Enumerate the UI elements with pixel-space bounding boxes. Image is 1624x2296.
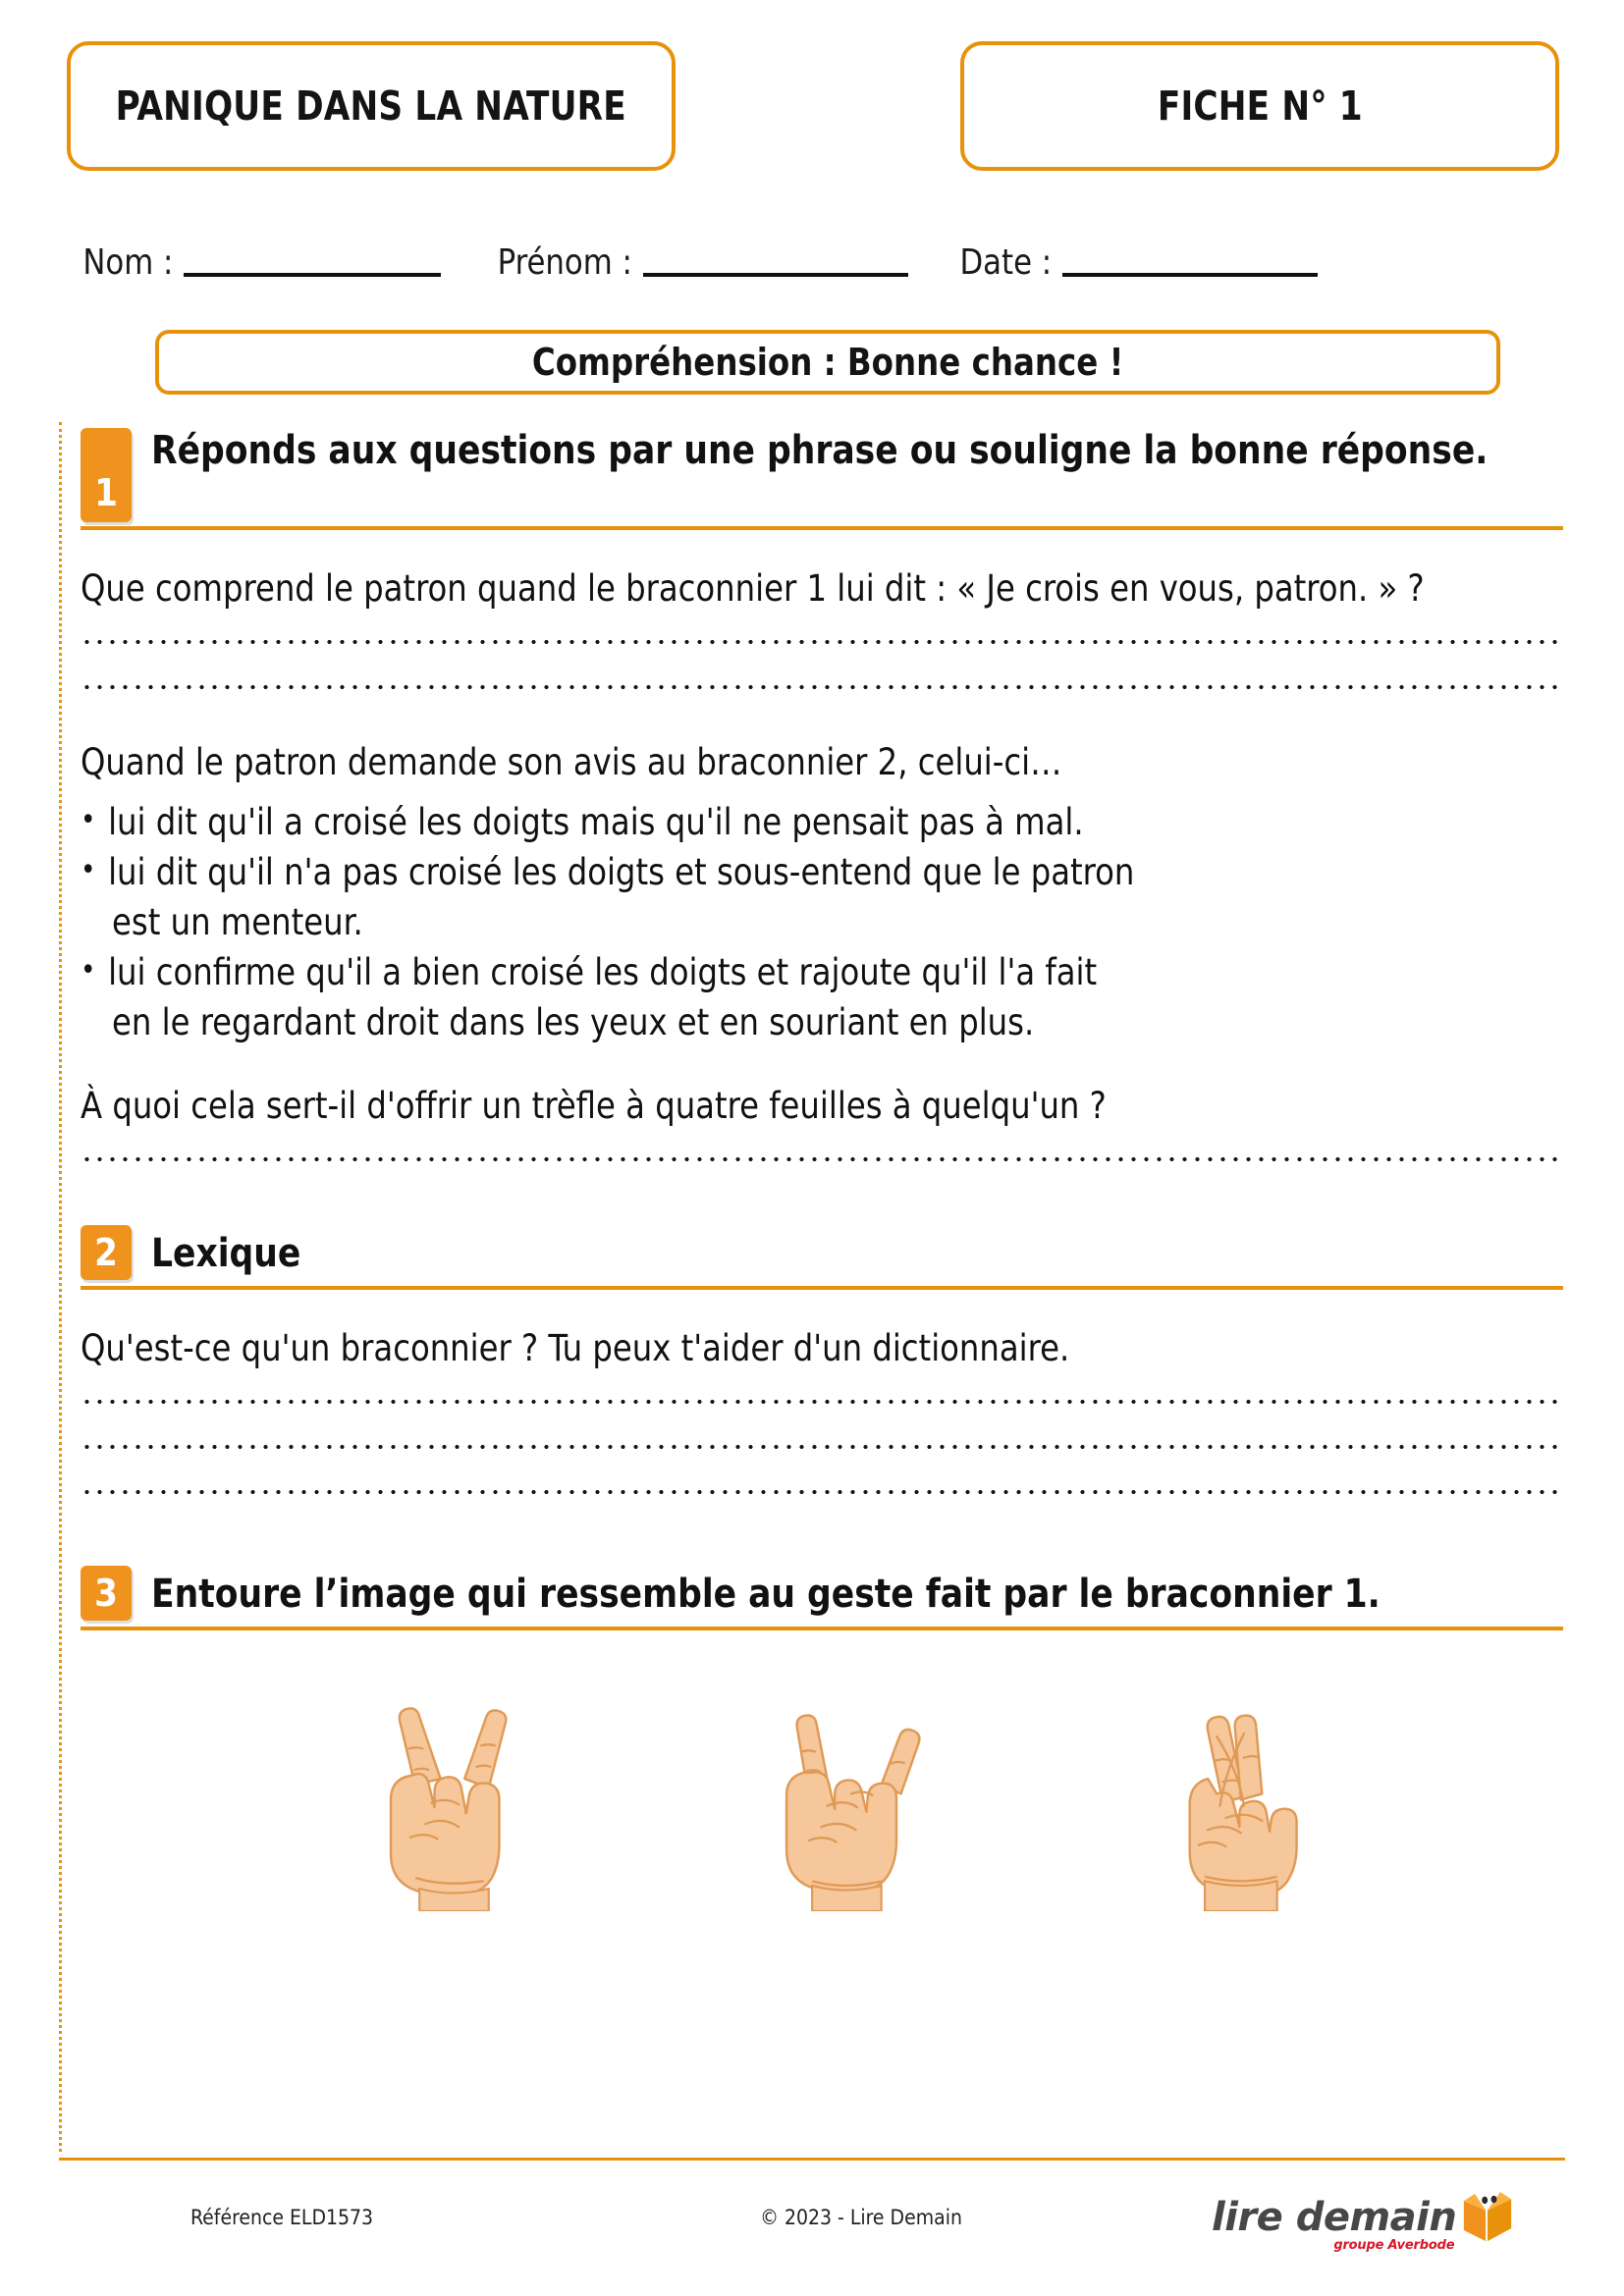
exercise-1 bbox=[81, 428, 1563, 1176]
footer-rule bbox=[59, 2158, 1565, 2161]
answer-line[interactable] bbox=[81, 1131, 1563, 1176]
date-input[interactable] bbox=[1062, 273, 1318, 277]
answer-line[interactable] bbox=[81, 659, 1563, 704]
firstname-input[interactable] bbox=[643, 273, 908, 277]
logo-tagline: groupe Averbode bbox=[1333, 2238, 1455, 2253]
exercise-1-number: 1 bbox=[81, 428, 132, 522]
footer-reference: Référence ELD1573 bbox=[190, 2206, 374, 2229]
choice-text: lui dit qu'il n'a pas croisé les doigts et sous-entend que le patron bbox=[108, 851, 1135, 894]
name-label: Nom : bbox=[82, 242, 174, 283]
exercise-2-title: Lexique bbox=[151, 1231, 301, 1277]
answer-line[interactable] bbox=[81, 1464, 1563, 1509]
exercise-1-rule bbox=[81, 526, 1563, 530]
firstname-label: Prénom : bbox=[497, 242, 632, 283]
choice-text: lui dit qu'il a croisé les doigts mais qu'il ne pensait pas à mal. bbox=[108, 801, 1084, 844]
footer-logo bbox=[1153, 2192, 1565, 2253]
exercise-1-choices bbox=[81, 797, 1563, 1047]
choice-item[interactable] bbox=[81, 797, 1519, 847]
exercise-2-number: 2 bbox=[81, 1225, 132, 1280]
exercise-2-question-1: Qu'est-ce qu'un braconnier ? Tu peux t'aider d'un dictionnaire. bbox=[81, 1327, 1070, 1370]
choice-item[interactable] bbox=[81, 947, 1519, 997]
footer bbox=[59, 2173, 1565, 2262]
choice-text-continued: est un menteur. bbox=[112, 901, 363, 944]
answer-line[interactable] bbox=[81, 1373, 1563, 1418]
name-input[interactable] bbox=[184, 273, 441, 277]
horns-hand-icon[interactable] bbox=[758, 1685, 945, 1911]
name-field[interactable] bbox=[81, 242, 441, 283]
choice-item[interactable] bbox=[81, 847, 1519, 897]
sheet-number: FICHE N° 1 bbox=[1157, 82, 1363, 130]
answer-line[interactable] bbox=[81, 614, 1563, 659]
choice-text-continued: en le regardant droit dans les yeux et en souriant en plus. bbox=[112, 1001, 1035, 1044]
header-row bbox=[67, 41, 1559, 171]
victory-hand-icon[interactable] bbox=[362, 1685, 549, 1911]
exercise-3 bbox=[81, 1566, 1563, 1911]
section-banner bbox=[155, 330, 1500, 395]
date-field[interactable] bbox=[957, 242, 1318, 283]
exercise-1-question-2: Quand le patron demande son avis au braconnier 2, celui-ci… bbox=[81, 741, 1062, 784]
gesture-choices bbox=[81, 1685, 1563, 1911]
open-book-icon bbox=[1460, 2192, 1515, 2243]
crossed-fingers-hand-icon[interactable] bbox=[1154, 1685, 1340, 1911]
exercise-1-header bbox=[81, 428, 1563, 522]
left-margin-guide bbox=[59, 422, 62, 2152]
bullet-dot-icon: • bbox=[81, 953, 96, 988]
exercise-1-question-3: À quoi cela sert-il d'offrir un trèfle à quatre feuilles à quelqu'un ? bbox=[81, 1085, 1107, 1128]
story-title-box bbox=[67, 41, 676, 171]
exercise-3-title: Entoure l’image qui ressemble au geste fait par le braconnier 1. bbox=[151, 1572, 1380, 1618]
answer-line[interactable] bbox=[81, 1418, 1563, 1464]
exercise-3-rule bbox=[81, 1627, 1563, 1630]
logo-wordmark: lire demain bbox=[1212, 2195, 1457, 2240]
exercise-1-question-1: Que comprend le patron quand le braconnier 1 lui dit : « Je crois en vous, patron. » ? bbox=[81, 567, 1425, 610]
identity-row bbox=[81, 234, 1563, 281]
exercise-3-number: 3 bbox=[81, 1566, 132, 1621]
section-banner-label: Compréhension : Bonne chance ! bbox=[531, 341, 1124, 384]
footer-copyright: © 2023 - Lire Demain bbox=[760, 2206, 962, 2229]
sheet-number-box bbox=[960, 41, 1559, 171]
bullet-dot-icon: • bbox=[81, 803, 96, 838]
exercise-3-header bbox=[81, 1566, 1563, 1623]
bullet-dot-icon: • bbox=[81, 853, 96, 888]
worksheet-content bbox=[81, 428, 1563, 1911]
exercise-2 bbox=[81, 1225, 1563, 1509]
choice-text: lui confirme qu'il a bien croisé les doigts et rajoute qu'il l'a fait bbox=[108, 951, 1098, 994]
exercise-2-header bbox=[81, 1225, 1563, 1282]
exercise-1-title: Réponds aux questions par une phrase ou souligne la bonne réponse. bbox=[151, 428, 1489, 473]
exercise-2-rule bbox=[81, 1286, 1563, 1290]
date-label: Date : bbox=[959, 242, 1053, 283]
story-title: PANIQUE DANS LA NATURE bbox=[115, 82, 627, 130]
firstname-field[interactable] bbox=[494, 242, 908, 283]
